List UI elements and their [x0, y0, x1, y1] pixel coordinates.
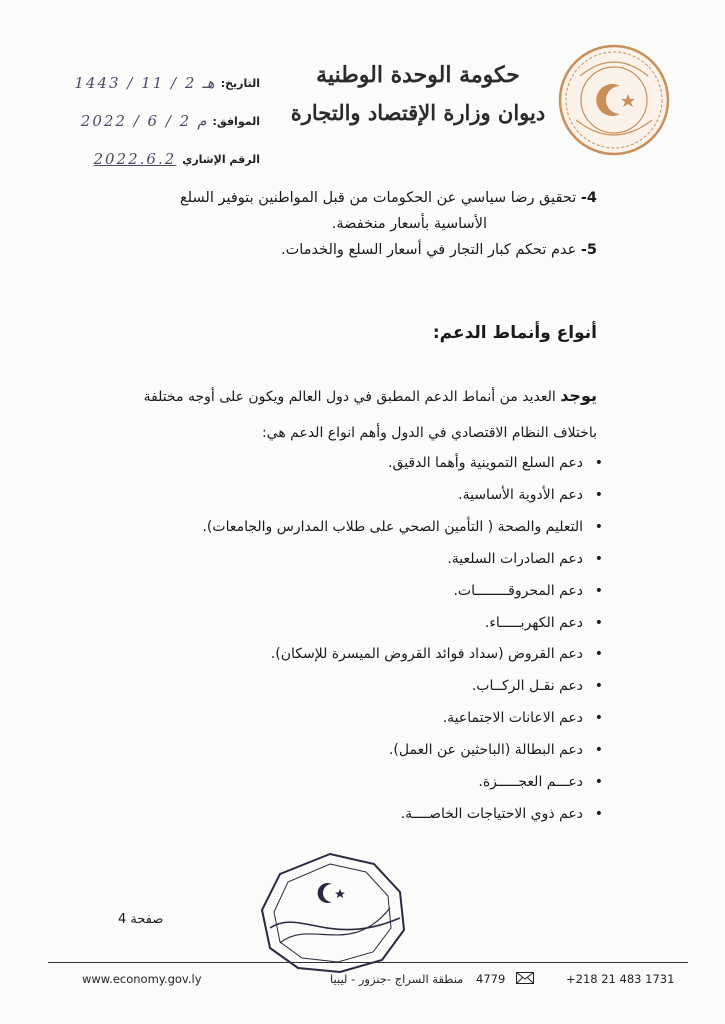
list-item: • دعم القروض (سداد فوائد القروض الميسرة للإسكان).: [127, 639, 607, 671]
date-value: 1443 / 11 / 2: [74, 74, 197, 92]
point-number: 5-: [580, 242, 597, 258]
point-number: 4-: [580, 190, 597, 206]
intro-line-1-rest: العديد من أنماط الدعم المطبق في دول العالم ويكون على أوجه مختلفة: [143, 389, 561, 405]
agreed-label: الموافق:: [212, 114, 260, 128]
ref-label: الرقم الإشاري: [182, 152, 260, 166]
agreed-value: 2022 / 6 / 2: [80, 112, 192, 130]
footer: [0, 972, 725, 992]
list-item: • دعم نقـل الركــاب.: [127, 671, 607, 703]
list-item: • دعم ذوي الاحتياجات الخاصــــة.: [127, 799, 607, 831]
point-text: تحقيق رضا سياسي عن الحكومات من قبل المواطنين بتوفير السلع: [179, 190, 577, 206]
point-5: [97, 237, 597, 263]
list-item: • دعـــم العجـــــزة.: [127, 767, 607, 799]
date-label: التاريخ:: [220, 76, 260, 90]
government-name: حكومة الوحدة الوطنية: [316, 62, 520, 88]
list-item: • التعليم والصحة ( التأمين الصحي على طلاب المدارس والجامعات).: [127, 512, 607, 544]
date-row: [60, 64, 260, 102]
point-4: [97, 185, 597, 211]
footer-divider: [48, 962, 688, 963]
point-4-continued: [97, 211, 597, 237]
agreed-row: [60, 102, 260, 140]
objectives-list: [97, 185, 597, 263]
reference-block: [60, 64, 260, 178]
ref-value: 2022.6.2: [93, 150, 177, 168]
footer-po-box: 4779: [476, 972, 506, 986]
date-suffix: هـ: [202, 74, 215, 92]
letterhead-titles: [283, 60, 553, 130]
list-item: • دعم الأدوية الأساسية.: [127, 480, 607, 512]
ref-row: [60, 140, 260, 178]
section-title: أنواع وأنماط الدعم:: [432, 323, 597, 343]
point-text: الأساسية بأسعار منخفضة.: [331, 216, 487, 232]
intro-line-1: [97, 378, 597, 415]
intro-lead-word: يوجد: [560, 386, 597, 405]
envelope-icon: [516, 972, 534, 984]
list-item: • دعم المحروقــــــــات.: [127, 576, 607, 608]
support-types-list: [127, 448, 607, 831]
page-number: صفحة 4: [118, 912, 164, 927]
list-item: • دعم الصادرات السلعية.: [127, 544, 607, 576]
ministry-name: ديوان وزارة الإقتصاد والتجارة: [290, 100, 546, 125]
intro-line-2: باختلاف النظام الاقتصادي في الدول وأهم انواع الدعم هي:: [261, 425, 597, 441]
agreed-suffix: م: [197, 112, 207, 130]
list-item: • دعم البطالة (الباحثين عن العمل).: [127, 735, 607, 767]
footer-address: منطقة السراج -جنزور - ليبيا: [330, 972, 464, 986]
official-stamp-icon: [240, 848, 420, 978]
list-item: • دعم الكهربـــــاء.: [127, 608, 607, 640]
list-item: • دعم السلع التموينية وأهما الدقيق.: [127, 448, 607, 480]
footer-phone: +218 21 483 1731: [566, 972, 675, 986]
intro-paragraph: [97, 378, 597, 451]
point-text: عدم تحكم كبار التجار في أسعار السلع والخدمات.: [281, 242, 577, 258]
ministry-seal-icon: [556, 42, 672, 158]
website-link[interactable]: www.economy.gov.ly: [82, 972, 202, 986]
list-item: • دعم الاعانات الاجتماعية.: [127, 703, 607, 735]
